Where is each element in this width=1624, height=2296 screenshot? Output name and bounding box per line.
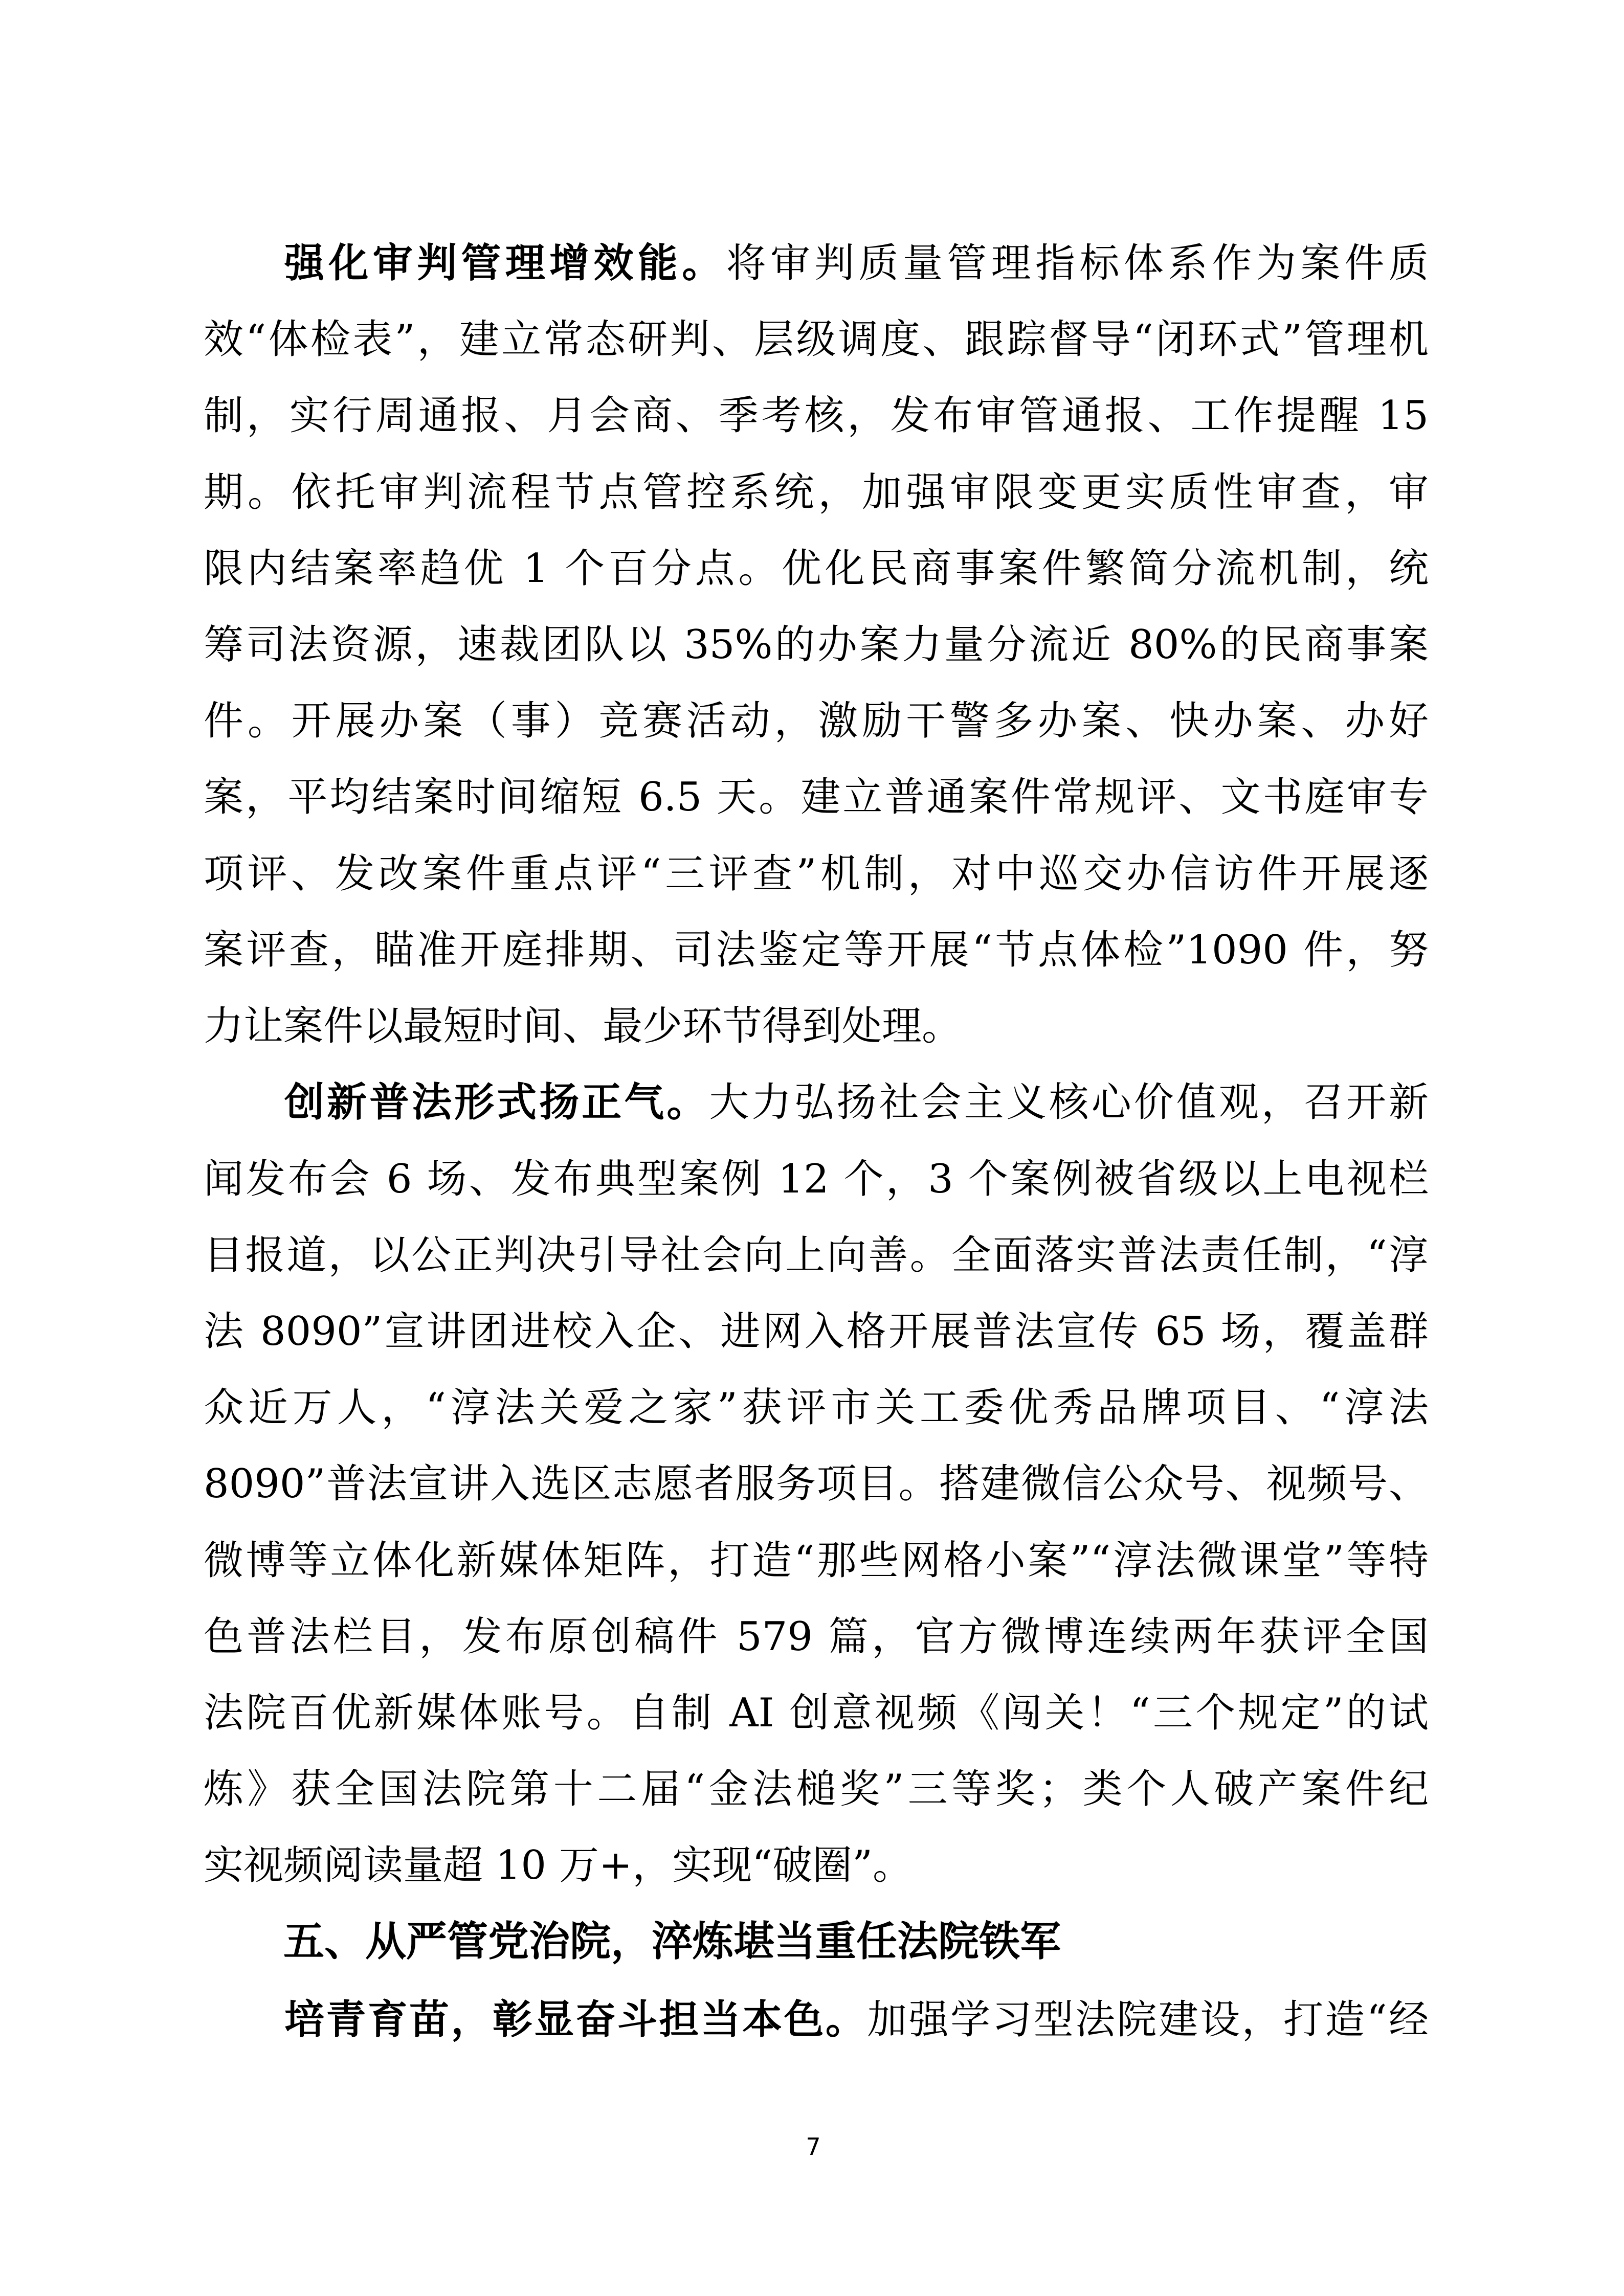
paragraph-1-line-9: 项评、发改案件重点评“三评查”机制，对中巡交办信访件开展逐: [204, 851, 1429, 897]
paragraph-3-text: 加强学习型法院建设，打造“经: [867, 1997, 1429, 2043]
paragraph-1-line-7: 件。开展办案（事）竞赛活动，激励干警多办案、快办案、办好: [204, 698, 1429, 744]
paragraph-1-line-2: 效“体检表”，建立常态研判、层级调度、跟踪督导“闭环式”管理机: [204, 317, 1429, 363]
paragraph-2-line-5: 众近万人，“淳法关爱之家”获评市关工委优秀品牌项目、“淳法: [204, 1385, 1429, 1431]
paragraph-2-line-1: [284, 1077, 1429, 1128]
paragraph-1-line-6: 筹司法资源，速裁团队以 35%的办案力量分流近 80%的民商事案: [204, 622, 1429, 668]
paragraph-1-lead: 强化审判管理增效能。: [284, 240, 726, 286]
paragraph-2-line-7: 微博等立体化新媒体矩阵，打造“那些网格小案”“淳法微课堂”等特: [204, 1538, 1429, 1584]
paragraph-1-line-10: 案评查，瞄准开庭排期、司法鉴定等开展“节点体检”1090 件，努: [204, 927, 1429, 973]
paragraph-1-line-1: [284, 238, 1429, 289]
paragraph-2-line-2: 闻发布会 6 场、发布典型案例 12 个，3 个案例被省级以上电视栏: [204, 1156, 1429, 1202]
paragraph-3-line-1: [284, 1994, 1429, 2045]
paragraph-1-line-11: 力让案件以最短时间、最少环节得到处理。: [204, 1003, 962, 1049]
section-heading: 五、从严管党治院，淬炼堪当重任法院铁军: [283, 1918, 1061, 1965]
paragraph-1-line-3: 制，实行周通报、月会商、季考核，发布审管通报、工作提醒 15: [204, 393, 1429, 439]
paragraph-2-line-11: 实视频阅读量超 10 万+，实现“破圈”。: [204, 1842, 913, 1888]
paragraph-2-line-10: 炼》获全国法院第十二届“金法槌奖”三等奖；类个人破产案件纪: [204, 1766, 1429, 1812]
paragraph-2-line-6: 8090”普法宣讲入选区志愿者服务项目。搭建微信公众号、视频号、: [204, 1461, 1429, 1507]
paragraph-1-line-5: 限内结案率趋优 1 个百分点。优化民商事案件繁简分流机制，统: [204, 546, 1429, 592]
paragraph-2-line-8: 色普法栏目，发布原创稿件 579 篇，官方微博连续两年获评全国: [204, 1614, 1429, 1660]
paragraph-1-text: 将审判质量管理指标体系作为案件质: [726, 240, 1429, 286]
paragraph-1-line-8: 案，平均结案时间缩短 6.5 天。建立普通案件常规评、文书庭审专: [204, 774, 1429, 820]
paragraph-2-line-9: 法院百优新媒体账号。自制 AI 创意视频《闯关！“三个规定”的试: [204, 1690, 1429, 1736]
paragraph-2-line-4: 法 8090”宣讲团进校入企、进网入格开展普法宣传 65 场，覆盖群: [204, 1309, 1429, 1355]
paragraph-2-text: 大力弘扬社会主义核心价值观，召开新: [709, 1079, 1429, 1126]
paragraph-2-lead: 创新普法形式扬正气。: [284, 1079, 709, 1126]
paragraph-1-line-4: 期。依托审判流程节点管控系统，加强审限变更实质性审查，审: [204, 469, 1429, 515]
paragraph-3-lead: 培青育苗，彰显奋斗担当本色。: [284, 1996, 867, 2043]
paragraph-2-line-3: 目报道，以公正判决引导社会向上向善。全面落实普法责任制，“淳: [204, 1232, 1429, 1278]
page-number: 7: [806, 2133, 821, 2160]
